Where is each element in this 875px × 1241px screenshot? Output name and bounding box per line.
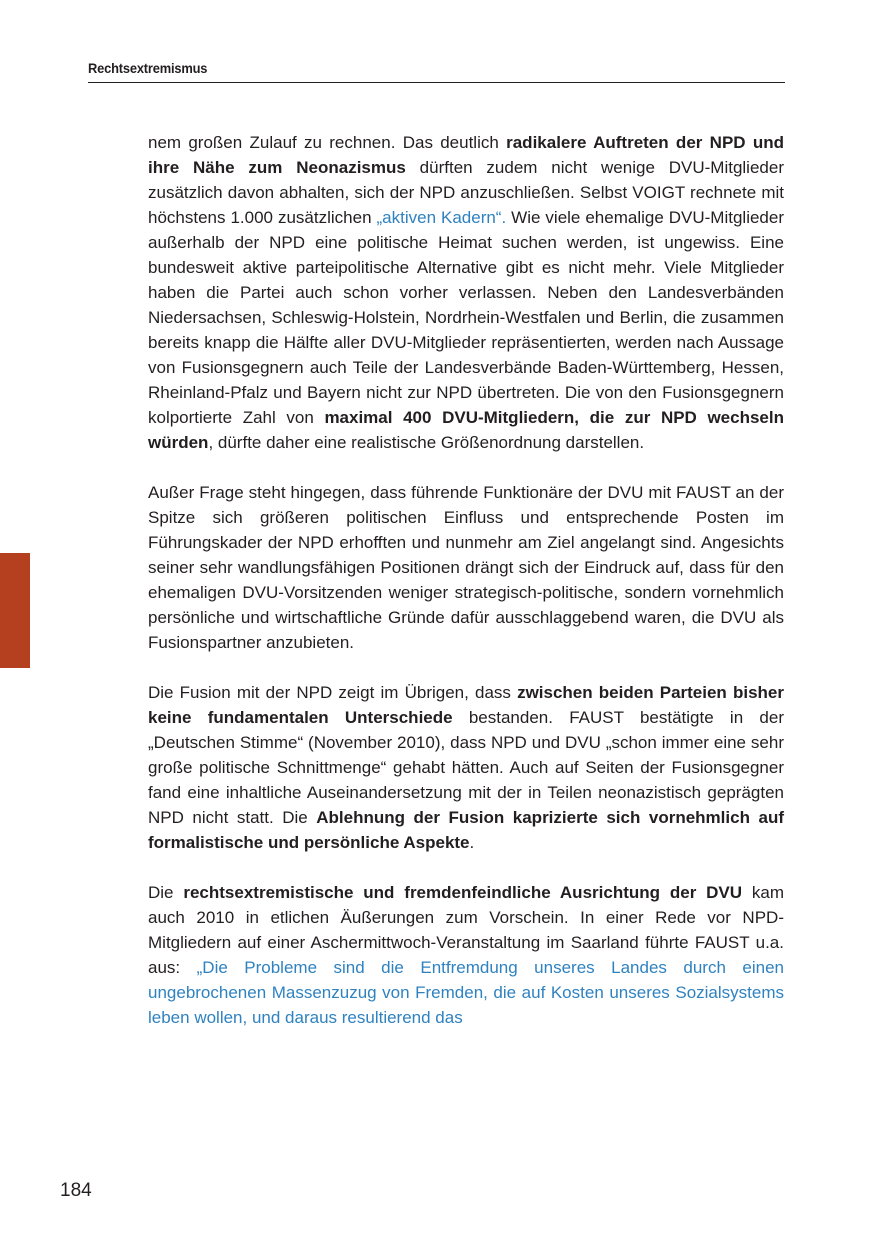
emphasis-text: Ablehnung der Fusion kaprizierte sich vornehmlich auf formalistische und persönliche Aspekte (148, 808, 784, 852)
emphasis-text: maximal 400 DVU-Mitgliedern, die zur NPD wechseln würden (148, 408, 784, 452)
quote-text: „aktiven Kadern“. (376, 208, 507, 227)
running-head-title: Rechtsextremismus (88, 60, 208, 76)
paragraph-4 (148, 880, 784, 1030)
text-span: , dürfte daher eine realistische Größenordnung darstellen. (208, 433, 645, 452)
quote-text: „Die Probleme sind die Entfremdung unseres Landes durch einen ungebrochenen Massenzuzug von Fremden, die auf Kosten unseres Sozialsystems leben wollen, und daraus resultierend das (148, 958, 784, 1027)
header-rule (88, 82, 785, 83)
text-span: Die Fusion mit der NPD zeigt im Übrigen, dass (148, 683, 518, 702)
paragraph-3 (148, 680, 784, 855)
text-span: nem großen Zulauf zu rechnen. Das deutlich (148, 133, 507, 152)
body-text (148, 130, 784, 1055)
page-number: 184 (60, 1180, 92, 1201)
paragraph-2: Außer Frage steht hingegen, dass führende Funktionäre der DVU mit FAUST an der Spitze sich größeren politischen Einfluss und entsprechende Posten im Führungskader der NPD erhofften und nunmehr am Ziel angelangt sind. Angesichts seiner sehr wandlungsfähigen Positionen drängt sich der Eindruck auf, dass für den ehemaligen DVU-Vorsitzenden weniger strategisch-politische, sondern vornehmlich persönliche und wirtschaftliche Gründe dafür ausschlaggebend waren, die DVU als Fusionspartner anzubieten. (148, 483, 784, 652)
emphasis-text: radikalere Auftreten der NPD und ihre Nähe zum Neonazismus (148, 133, 784, 177)
text-span: kam auch 2010 in etlichen Äußerungen zum Vorschein. In einer Rede vor NPD-Mitgliedern auf einer Aschermittwoch-Veranstaltung im Saarland führte FAUST u.a. aus: (148, 883, 785, 977)
emphasis-text: rechtsextremistische und fremdenfeindliche Ausrichtung der DVU (183, 883, 743, 902)
chapter-color-tab (0, 553, 30, 668)
text-span: . (469, 833, 475, 852)
text-span: Wie viele ehemalige DVU-Mitglieder außerhalb der NPD eine politische Heimat suchen werden, ist ungewiss. Eine bundesweit aktive parteipolitische Alternative gibt es nicht mehr. Viele Mitglieder haben die Partei auch schon vorher verlassen. Neben den Landesverbänden Niedersachsen, Schleswig-Holstein, Nordrhein-Westfalen und Berlin, die zusammen bereits knapp die Hälfte aller DVU-Mitglieder repräsentierten, werden nach Aussage von Fusionsgegnern auch Teile der Landesverbände Baden-Württemberg, Hessen, Rheinland-Pfalz und Bayern nicht zur NPD übertreten. Die von den Fusionsgegnern kolportierte Zahl von (148, 208, 785, 427)
emphasis-text: zwischen beiden Parteien bisher keine fundamentalen Unterschiede (148, 683, 784, 727)
text-span: dürften zudem nicht wenige DVU-Mitglieder zusätzlich davon abhalten, sich der NPD anzuschließen. Selbst VOIGT rechnete mit höchstens 1.000 zusätzlichen (148, 158, 784, 227)
text-span: Die (148, 883, 184, 902)
paragraph-1 (148, 130, 784, 455)
text-span: bestanden. FAUST bestätigte in der „Deutschen Stimme“ (November 2010), dass NPD und DVU „schon immer eine sehr große politische Schnittmenge“ gehabt hätten. Auch auf Seiten der Fusionsgegner fand eine inhaltliche Auseinandersetzung mit der in Teilen neonazistisch geprägten NPD nicht statt. Die (148, 708, 784, 827)
